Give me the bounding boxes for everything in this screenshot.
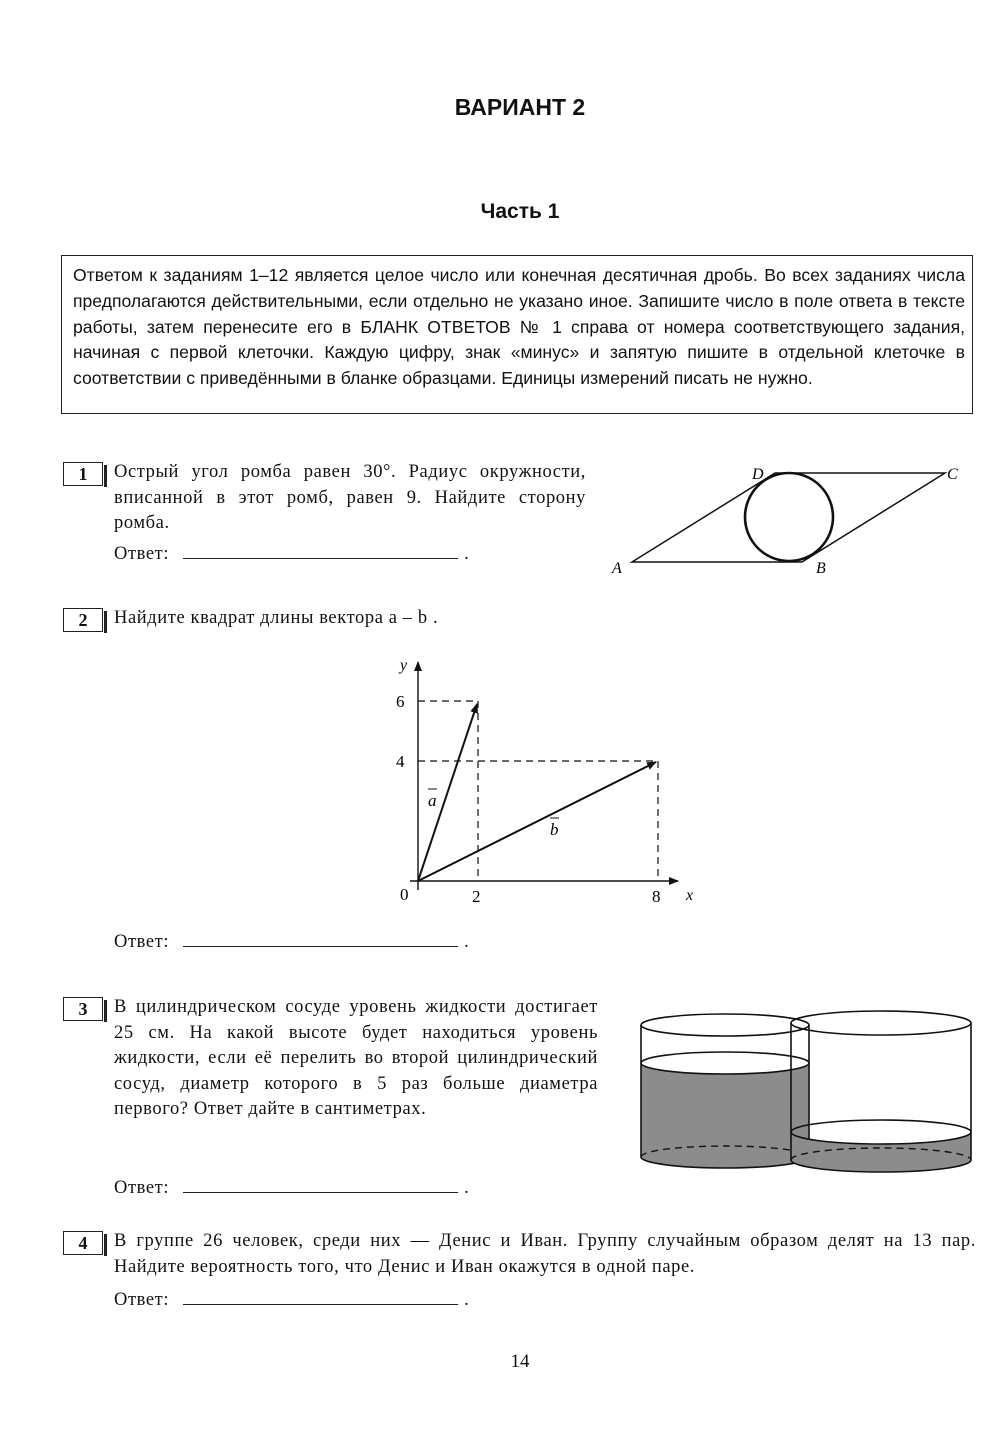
task-1-text: Острый угол ромба равен 30°. Радиус окружности, вписанной в этот ромб, равен 9. Найдите сторону ромба. — [114, 462, 586, 533]
page-number: 14 — [510, 1351, 530, 1372]
y-tick-6: 6 — [396, 692, 405, 711]
answer-dot: . — [464, 932, 470, 952]
rim-wide — [791, 1011, 971, 1035]
task-2-number: 2 — [63, 608, 103, 632]
task-1-number: 1 — [63, 462, 103, 486]
answer-dot: . — [464, 1178, 470, 1198]
instructions-text: Ответом к заданиям 1–12 является целое число или конечная десятичная дробь. Во всех заданиях числа предполагаются действительными, если отдельно не указано иное. Запишите число в поле ответа в тексте работы, затем перенесите его в БЛАНК ОТВЕТОВ № 1 справа от номера соответствующего задания, начиная с первой клеточки. Каждую цифру, знак «минус» и запятую пишите в отдельной клеточке в соответствии с приведёнными в бланке образцами. Единицы измерений писать не нужно. — [73, 265, 965, 389]
answer-label: Ответ: — [114, 1290, 170, 1310]
task-1-answer-field[interactable] — [183, 542, 458, 559]
task-1-answer — [114, 542, 469, 565]
liquid-surface-narrow — [641, 1052, 809, 1074]
answer-dot: . — [464, 544, 470, 564]
answer-dot: . — [464, 1290, 470, 1310]
task-4-answer — [114, 1288, 469, 1311]
task-2-answer — [114, 930, 469, 953]
answer-label: Ответ: — [114, 932, 170, 952]
cylinder-wide — [791, 1011, 971, 1172]
x-tick-8: 8 — [652, 887, 661, 906]
task-2-answer-field[interactable] — [183, 930, 458, 947]
rhombus-shape — [632, 473, 945, 562]
y-axis-label: y — [400, 657, 408, 674]
task-3-number: 3 — [63, 997, 103, 1021]
task-4-number: 4 — [63, 1231, 103, 1255]
task-3-text: В цилиндрическом сосуде уровень жидкости достигает 25 см. На какой высоте будет находиться уровень жидкости, если её перелить во второй цилиндрический сосуд, диаметр которого в 5 раз больше диаметра первого? Ответ дайте в сантиметрах. — [114, 997, 598, 1119]
task-3-answer-field[interactable] — [183, 1176, 458, 1193]
inscribed-circle — [745, 473, 833, 561]
answer-label: Ответ: — [114, 1178, 170, 1198]
answer-label: Ответ: — [114, 544, 170, 564]
rhombus-figure — [600, 455, 980, 585]
origin-label: 0 — [400, 885, 409, 904]
part-title: Часть 1 — [480, 200, 560, 223]
task-3-answer — [114, 1176, 469, 1199]
task-4-text: В группе 26 человек, среди них — Денис и Иван. Группу случайным образом делят на 13 пар. Найдите вероятность того, что Денис и Иван окажутся в одной паре. — [114, 1231, 976, 1277]
vector-b — [418, 762, 656, 881]
y-tick-4: 4 — [396, 752, 405, 771]
task-2-text: Найдите квадрат длины вектора a – b . — [114, 608, 439, 628]
x-tick-2: 2 — [472, 887, 481, 906]
label-D: D — [752, 466, 764, 483]
variant-title: ВАРИАНТ 2 — [454, 94, 586, 120]
x-axis-label: x — [686, 887, 694, 904]
label-B: B — [816, 560, 826, 577]
rim-narrow — [641, 1014, 809, 1036]
vector-graph — [380, 650, 720, 920]
vector-b-label: b — [550, 820, 559, 839]
instructions-box — [61, 255, 973, 414]
label-C: C — [947, 466, 958, 483]
liquid-narrow — [641, 1063, 809, 1168]
vector-a — [418, 704, 477, 881]
liquid-surface-wide — [791, 1120, 971, 1144]
label-A: A — [612, 560, 622, 577]
cylinders-figure — [635, 1005, 980, 1180]
cylinder-narrow — [641, 1014, 809, 1168]
task-4-answer-field[interactable] — [183, 1288, 458, 1305]
vector-a-label: a — [428, 791, 437, 810]
